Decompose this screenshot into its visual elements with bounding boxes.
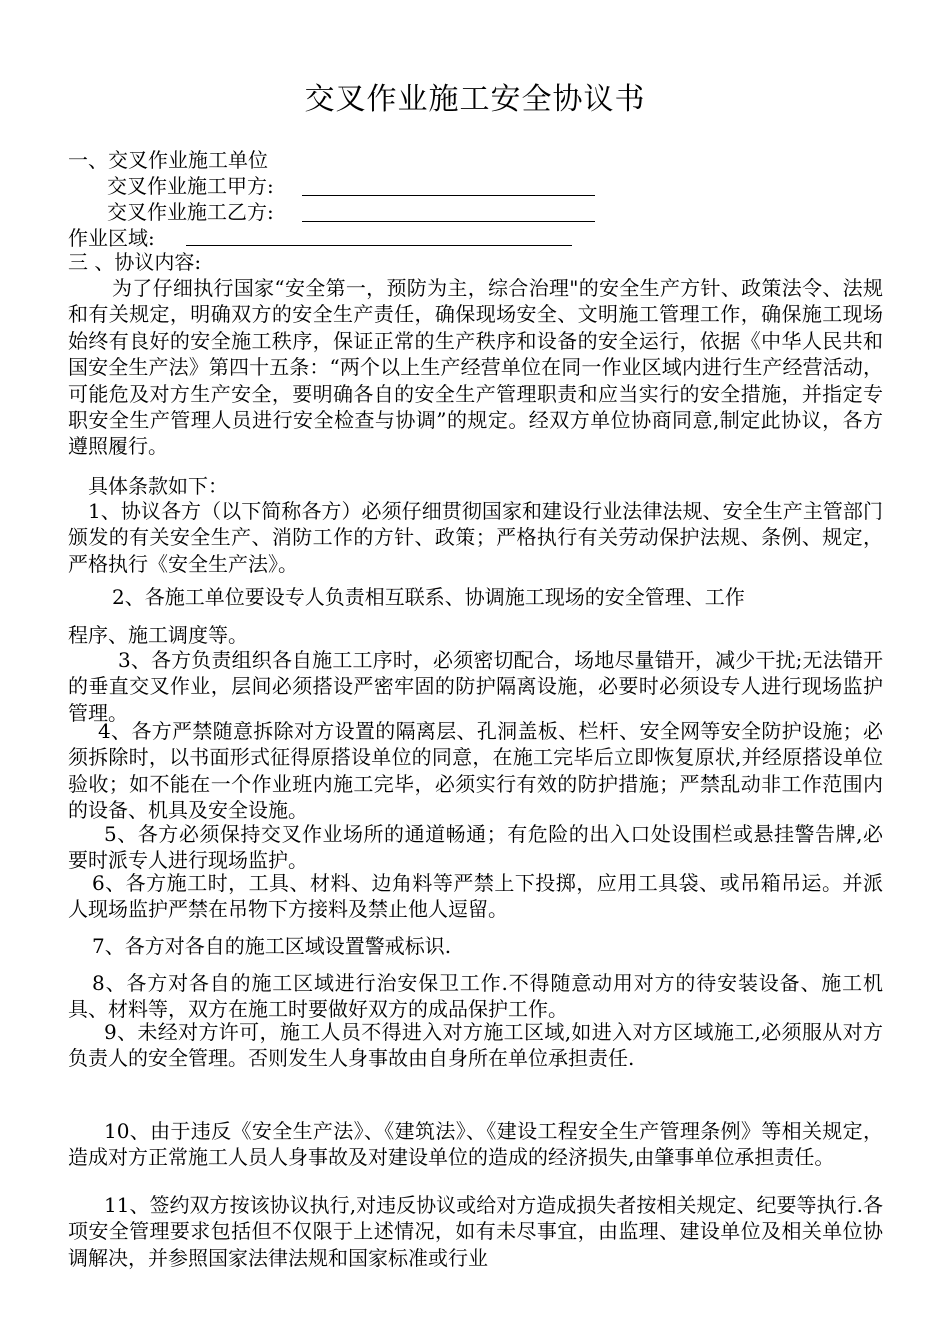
clause-3: 3、各方负责组织各自施工工序时，必须密切配合，场地尽量错开，减少干扰;无法错开的垂直交叉作业，层间必须搭设严密牢固的防护隔离设施，必要时必须设专人进行现场监护管理。 bbox=[68, 648, 883, 725]
party-b-blank bbox=[302, 221, 595, 222]
clause-9: 9、未经对方许可，施工人员不得进入对方施工区域,如进入对方区域施工,必须服从对方负责人的安全管理。否则发生人身事故由自身所在单位承担责任. bbox=[68, 1020, 883, 1071]
document-title: 交叉作业施工安全协议书 bbox=[304, 82, 646, 117]
clause-11: 11、签约双方按该协议执行,对违反协议或给对方造成损失者按相关规定、纪要等执行.各项安全管理要求包括但不仅限于上述情况，如有未尽事宜，由监理、建设单位及相关单位协调解决，并参照国家法律法规和国家标准或行业 bbox=[68, 1193, 883, 1270]
party-a-label: 交叉作业施工甲方: bbox=[107, 174, 274, 198]
party-a-blank bbox=[302, 195, 595, 196]
clause-5: 5、各方必须保持交叉作业场所的通道畅通；有危险的出入口处设围栏或悬挂警告牌,必要时派专人进行现场监护。 bbox=[68, 822, 883, 873]
clause-4: 4、各方严禁随意拆除对方设置的隔离层、孔洞盖板、栏杆、安全网等安全防护设施；必须拆除时，以书面形式征得原搭设单位的同意，在施工完毕后立即恢复原状,并经原搭设单位验收；如不能在一个作业班内施工完毕，必须实行有效的防护措施；严禁乱动非工作范围内的设备、机具及安全设施。 bbox=[68, 719, 883, 823]
section3-heading: 三 、协议内容: bbox=[68, 250, 202, 274]
work-area-blank bbox=[186, 245, 572, 246]
intro-paragraph: 为了仔细执行国家“安全第一，预防为主，综合治理"的安全生产方针、政策法令、法规和有关规定，明确双方的安全生产责任，确保现场安全、文明施工管理工作，确保施工现场始终有良好的安全施工秩序，保证正常的生产秩序和设备的安全运行，依据《中华人民共和国安全生产法》第四十五条：“两个以上生产经营单位在同一作业区域内进行生产经营活动，可能危及对方生产安全，要明确各自的安全生产管理职责和应当实行的安全措施，并指定专职安全生产管理人员进行安全检查与协调”的规定。经双方单位协商同意,制定此协议，各方遵照履行。 bbox=[68, 276, 883, 459]
terms-heading: 具体条款如下： bbox=[88, 474, 228, 498]
clause-6: 6、各方施工时，工具、材料、边角料等严禁上下投掷，应用工具袋、或吊箱吊运。并派人现场监护严禁在吊物下方接料及禁止他人逗留。 bbox=[68, 871, 883, 922]
clause-1: 1、协议各方（以下简称各方）必须仔细贯彻国家和建设行业法律法规、安全生产主管部门颁发的有关安全生产、消防工作的方针、政策；严格执行有关劳动保护法规、条例、规定，严格执行《安全生产法》。 bbox=[68, 499, 883, 576]
work-area-label: 作业区域: bbox=[68, 226, 155, 250]
clause-2: 2、各施工单位要设专人负责相互联系、协调施工现场的安全管理、工作 bbox=[112, 585, 745, 609]
clause-7: 7、各方对各自的施工区域设置警戒标识. bbox=[92, 934, 452, 958]
clause-10: 10、由于违反《安全生产法》、《建筑法》、《建设工程安全生产管理条例》等相关规定，造成对方正常施工人员人身事故及对建设单位的造成的经济损失,由肇事单位承担责任。 bbox=[68, 1119, 883, 1170]
clause-2-continued: 程序、施工调度等。 bbox=[68, 623, 248, 647]
party-b-label: 交叉作业施工乙方: bbox=[107, 200, 274, 224]
section1-heading: 一、交叉作业施工单位 bbox=[68, 148, 268, 172]
clause-8: 8、各方对各自的施工区域进行治安保卫工作.不得随意动用对方的待安装设备、施工机具、材料等，双方在施工时要做好双方的成品保护工作。 bbox=[68, 971, 883, 1022]
